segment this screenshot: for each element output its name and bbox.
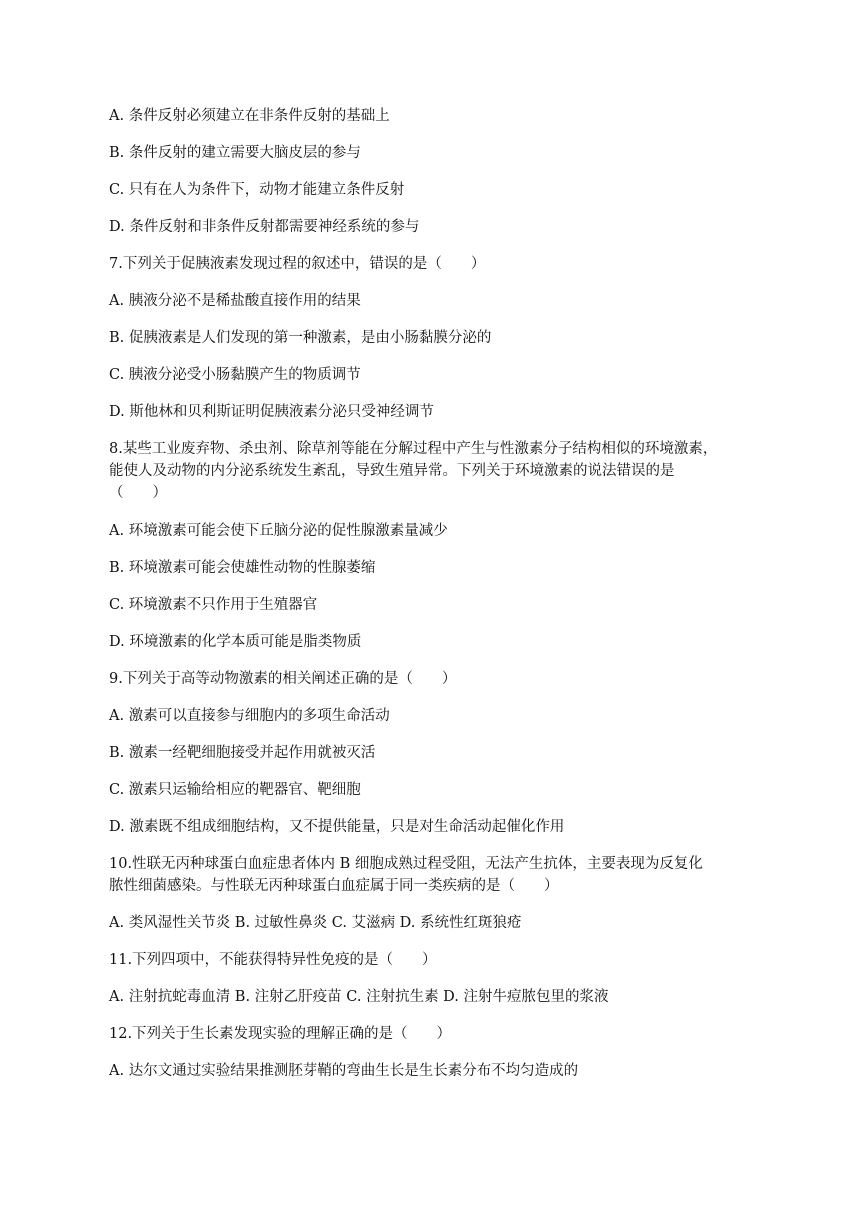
- q9-stem: 9.下列关于高等动物激素的相关阐述正确的是（ ）: [109, 671, 457, 687]
- q8-option-b: B. 环境激素可能会使雄性动物的性腺萎缩: [109, 560, 376, 576]
- q7-stem: 7.下列关于促胰液素发现过程的叙述中，错误的是（ ）: [109, 256, 486, 272]
- q9-option-c: C. 激素只运输给相应的靶器官、靶细胞: [109, 782, 361, 798]
- q8-option-c: C. 环境激素不只作用于生殖器官: [109, 597, 318, 613]
- q9-option-d: D. 激素既不组成细胞结构，又不提供能量，只是对生命活动起催化作用: [109, 819, 565, 835]
- q10-stem-line: 10.性联无丙种球蛋白血症患者体内 B 细胞成熟过程受阻，无法产生抗体，主要表现为反复化: [109, 856, 703, 872]
- q6-option-d: D. 条件反射和非条件反射都需要神经系统的参与: [109, 219, 420, 235]
- q8-stem: [109, 438, 749, 504]
- q8-stem-line: （ ）: [109, 485, 167, 501]
- q7-option-b: B. 促胰液素是人们发现的第一种激素，是由小肠黏膜分泌的: [109, 330, 492, 346]
- q6-option-b: B. 条件反射的建立需要大脑皮层的参与: [109, 145, 361, 161]
- q10-stem-line: 脓性细菌感染。与性联无丙种球蛋白血症属于同一类疾病的是（ ）: [109, 878, 559, 894]
- q8-stem-line: 8.某些工业废弃物、杀虫剂、除草剂等能在分解过程中产生与性激素分子结构相似的环境激素，: [109, 441, 718, 457]
- q8-option-a: A. 环境激素可能会使下丘脑分泌的促性腺激素量减少: [109, 523, 448, 539]
- q9-option-a: A. 激素可以直接参与细胞内的多项生命活动: [109, 708, 390, 724]
- q12-option-a: A. 达尔文通过实验结果推测胚芽鞘的弯曲生长是生长素分布不均匀造成的: [109, 1063, 579, 1079]
- q8-option-d: D. 环境激素的化学本质可能是脂类物质: [109, 634, 362, 650]
- q11-stem: 11.下列四项中，不能获得特异性免疫的是（ ）: [109, 952, 437, 968]
- q7-option-c: C. 胰液分泌受小肠黏膜产生的物质调节: [109, 367, 361, 383]
- q7-option-d: D. 斯他林和贝利斯证明促胰液素分泌只受神经调节: [109, 404, 434, 420]
- q6-option-c: C. 只有在人为条件下，动物才能建立条件反射: [109, 182, 405, 198]
- q8-stem-line: 能使人及动物的内分泌系统发生紊乱，导致生殖异常。下列关于环境激素的说法错误的是: [109, 463, 675, 479]
- q9-option-b: B. 激素一经靶细胞接受并起作用就被灭活: [109, 745, 376, 761]
- q7-option-a: A. 胰液分泌不是稀盐酸直接作用的结果: [109, 293, 361, 309]
- q6-option-a: A. 条件反射必须建立在非条件反射的基础上: [109, 108, 390, 124]
- q11-options: A. 注射抗蛇毒血清 B. 注射乙肝疫苗 C. 注射抗生素 D. 注射牛痘脓包里的浆液: [109, 989, 609, 1005]
- q10-options: A. 类风湿性关节炎 B. 过敏性鼻炎 C. 艾滋病 D. 系统性红斑狼疮: [109, 915, 522, 931]
- q10-stem: [109, 853, 749, 897]
- q12-stem: 12.下列关于生长素发现实验的理解正确的是（ ）: [109, 1026, 452, 1042]
